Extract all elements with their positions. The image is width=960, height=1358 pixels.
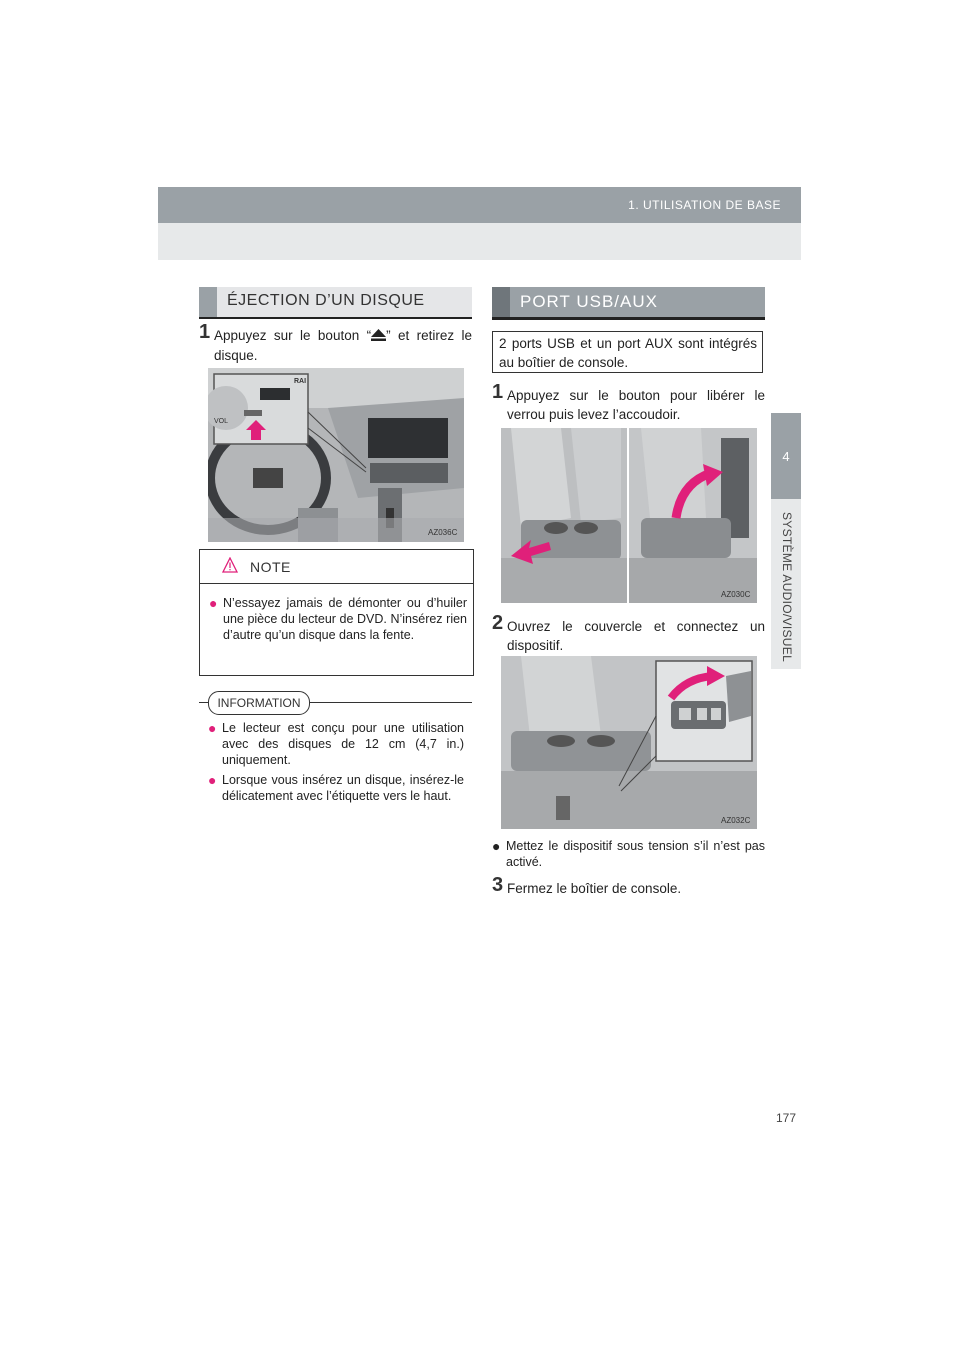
- note-box: [199, 549, 474, 676]
- usb-bullet-text: Mettez le dispositif sous tension s’il n’est pas activé.: [506, 839, 765, 869]
- info-line-right: [310, 702, 472, 703]
- section-header-usb: [492, 287, 765, 319]
- usb-intro-box: [492, 331, 763, 373]
- dashboard-photo: [208, 368, 464, 542]
- info-title: INFORMATION: [208, 691, 310, 715]
- info-item-text: Le lecteur est conçu pour une utilisation avec des disques de 12 cm (4,7 in.) uniquement.: [222, 721, 464, 767]
- photo-code: AZ032C: [721, 816, 751, 825]
- step-number: 2: [492, 612, 504, 634]
- section-rule: [492, 319, 765, 320]
- warning-icon: [222, 557, 238, 578]
- info-item-1: [208, 720, 464, 768]
- bullet-icon: ●: [492, 838, 501, 854]
- step-eject-1: [199, 321, 472, 365]
- console-photo: [501, 656, 757, 829]
- step-number: 1: [492, 381, 504, 403]
- rad-label: RAI: [294, 378, 307, 385]
- section-header-eject: [199, 287, 472, 319]
- step-text: Fermez le boîtier de console.: [507, 881, 682, 896]
- step-text-after: ” et retirez le disque.: [214, 328, 472, 363]
- note-header: [200, 550, 473, 584]
- armrest-photo: [501, 428, 757, 603]
- photo-code: AZ030C: [721, 590, 751, 599]
- step-usb-2: [492, 612, 765, 655]
- vol-label: VOL: [214, 418, 229, 425]
- usb-bullet: [492, 838, 765, 870]
- photo-code: AZ036C: [428, 528, 458, 537]
- info-item-text: Lorsque vous insérez un disque, insérez-le délicatement avec l’étiquette vers le haut.: [222, 773, 464, 803]
- note-item-text: N’essayez jamais de démonter ou d’huiler une pièce du lecteur de DVD. N’insérez rien d’autre qu’un disque dans la fente.: [223, 596, 467, 642]
- note-title: NOTE: [250, 559, 291, 575]
- bullet-icon: ●: [208, 720, 217, 736]
- step-usb-3: [492, 874, 765, 898]
- chapter-title: SYSTÈME AUDIO/VISUEL: [780, 512, 794, 663]
- page-number: 177: [776, 1111, 797, 1125]
- eject-icon: [371, 327, 386, 346]
- usb-intro-text: 2 ports USB et un port AUX sont intégrés au boîtier de console.: [499, 336, 757, 370]
- step-number: 1: [199, 321, 211, 343]
- header-bar: [158, 187, 801, 223]
- step-number: 3: [492, 874, 504, 896]
- section-title-usb: PORT USB/AUX: [520, 292, 658, 311]
- step-text-before: Appuyez sur le bouton “: [214, 328, 372, 343]
- step-usb-1: [492, 381, 765, 424]
- bullet-icon: ●: [208, 772, 217, 788]
- chapter-number: 4: [782, 448, 790, 464]
- chapter-tab: [771, 413, 801, 499]
- header-subbar: [158, 223, 801, 260]
- step-text: Ouvrez le couvercle et connectez un dispositif.: [507, 619, 765, 653]
- section-title-eject: ÉJECTION D’UN DISQUE: [227, 292, 425, 309]
- info-line-left: [199, 702, 208, 703]
- info-item-2: [208, 772, 464, 804]
- step-text: Appuyez sur le bouton pour libérer le verrou puis levez l’accoudoir.: [507, 388, 765, 422]
- note-item: [209, 595, 467, 643]
- bullet-icon: ●: [209, 595, 218, 611]
- header-section-title: 1. UTILISATION DE BASE: [628, 198, 781, 212]
